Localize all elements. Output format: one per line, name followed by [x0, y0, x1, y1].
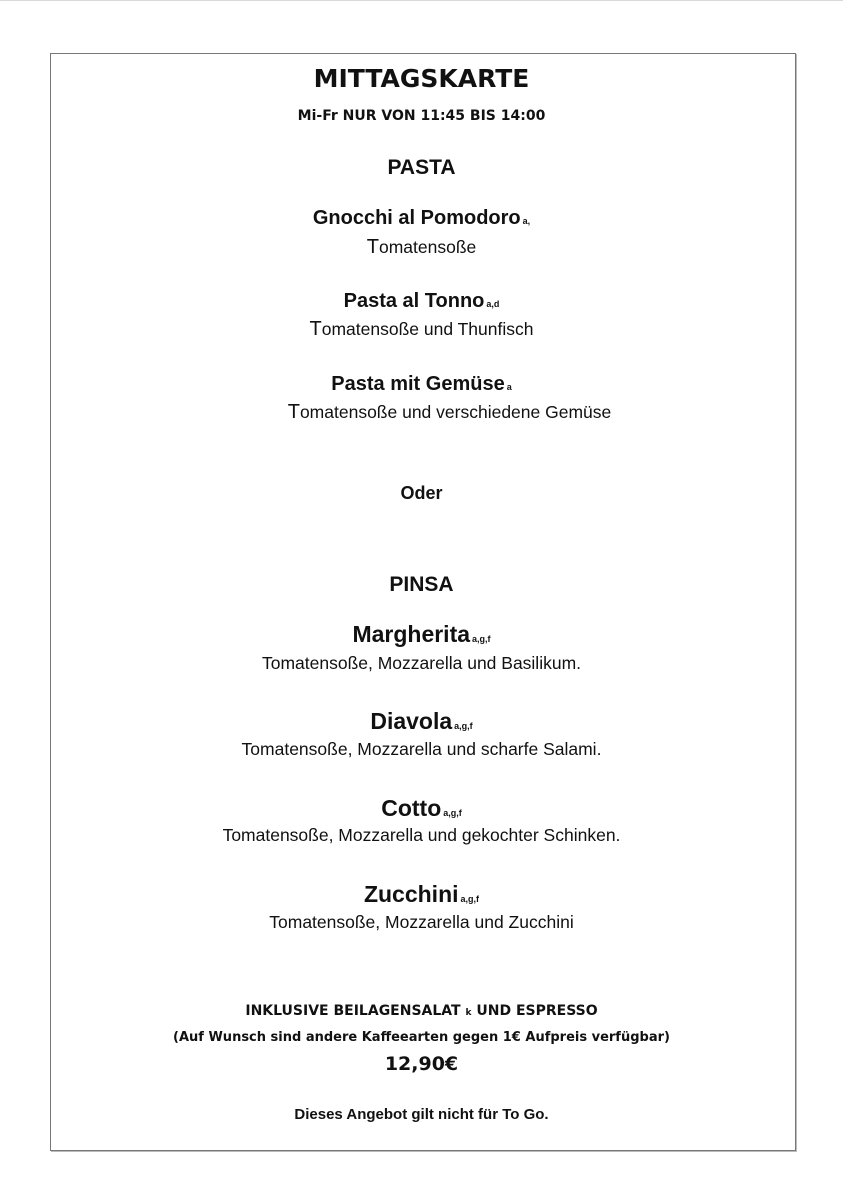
page-top-edge [0, 0, 843, 1]
menu-item-name: Pasta al Tonno a,d [343, 290, 500, 312]
menu-item-description: Tomatensoße und verschiedene Gemüse [287, 401, 612, 423]
section-heading-pasta: PASTA [387, 156, 456, 179]
menu-price: 12,90€ [384, 1053, 459, 1075]
menu-item-description: Tomatensoße, Mozzarella und Zucchini [269, 912, 574, 932]
menu-item-description: Tomatensoße [366, 236, 477, 258]
allergen-codes: k [465, 1008, 472, 1018]
menu-item-description: Tomatensoße und Thunfisch [309, 318, 534, 340]
to-go-disclaimer: Dieses Angebot gilt nicht für To Go. [294, 1106, 549, 1123]
menu-title: MITTAGSKARTE [313, 64, 530, 93]
allergen-codes: a,g,f [460, 894, 480, 904]
menu-separator-oder: Oder [400, 483, 443, 503]
coffee-note: (Auf Wunsch sind andere Kaffeearten gegen 1€ Aufpreis verfügbar) [173, 1030, 670, 1045]
allergen-codes: a, [522, 216, 531, 226]
menu-item-name: Pasta mit Gemüse a [331, 373, 512, 395]
section-heading-pinsa: PINSA [389, 573, 454, 596]
menu-hours: Mi-Fr NUR VON 11:45 BIS 14:00 [297, 108, 546, 124]
menu-item-description: Tomatensoße, Mozzarella und gekochter Schinken. [222, 825, 621, 845]
menu-item-name: Cotto a,g,f [381, 795, 462, 821]
allergen-codes: a,g,f [443, 808, 462, 818]
menu-item-name: Diavola a,g,f [370, 708, 473, 734]
menu-item-name: Margherita a,g,f [352, 621, 491, 647]
menu-item-name: Gnocchi al Pomodoro a, [312, 207, 531, 229]
menu-item-description: Tomatensoße, Mozzarella und scharfe Salami. [241, 739, 602, 759]
menu-item-description: Tomatensoße, Mozzarella und Basilikum. [261, 653, 582, 673]
menu-item-name: Zucchini a,g,f [363, 881, 480, 907]
allergen-codes: a,d [486, 299, 500, 309]
allergen-codes: a,g,f [454, 721, 473, 731]
allergen-codes: a [506, 382, 512, 392]
allergen-codes: a,g,f [472, 634, 491, 644]
inclusive-offer-line: INKLUSIVE BEILAGENSALAT k UND ESPRESSO [245, 1003, 598, 1019]
